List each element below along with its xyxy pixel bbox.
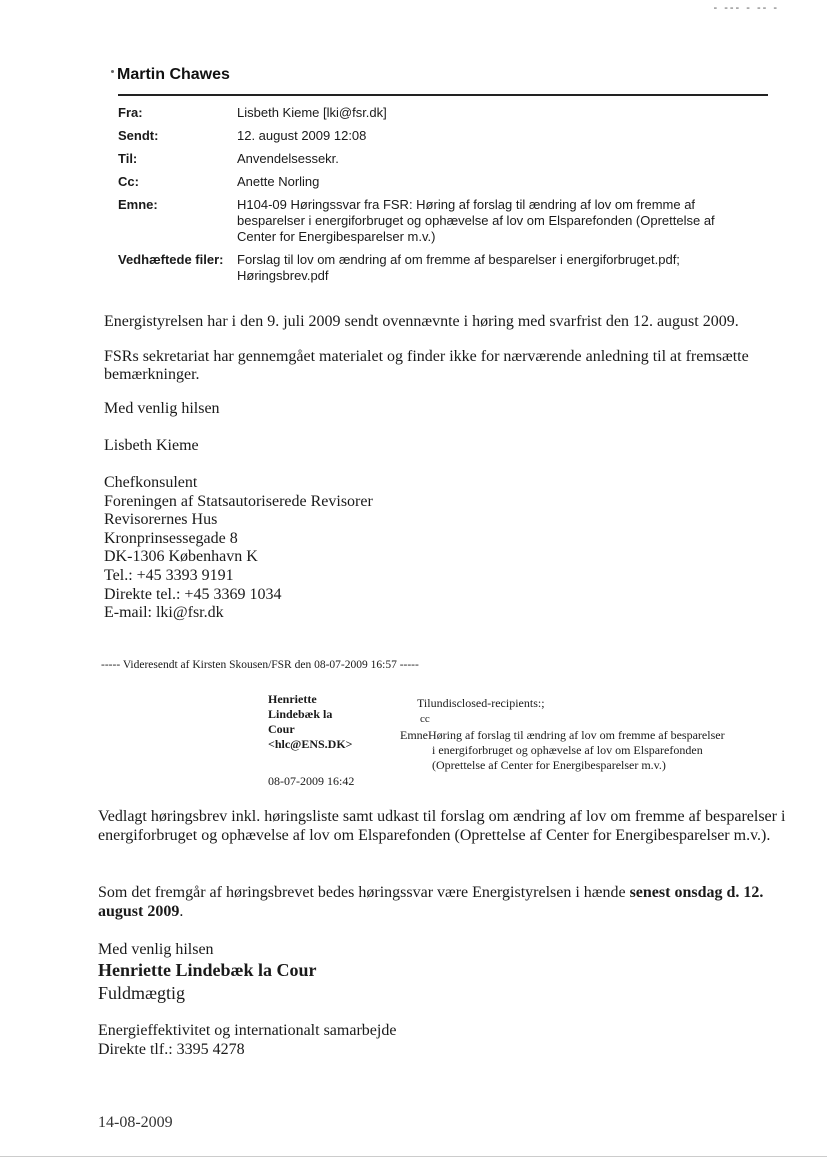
reply-signature-block xyxy=(104,474,373,623)
subject-label: Emne: xyxy=(118,197,158,212)
reply-signer-name: Lisbeth Kieme xyxy=(104,437,199,454)
attachments-value: Forslag til lov om ændring af om fremme af besparelser i energiforbruget.pdf; Høringsbrev.pdf xyxy=(237,252,680,283)
original-sender-line-1: Henriette xyxy=(268,692,317,706)
page-number-mark: - --- - -- - xyxy=(713,2,779,14)
to-value: Anvendelsessekr. xyxy=(237,151,339,166)
signature-building: Revisorernes Hus xyxy=(104,511,218,529)
original-cc-label: cc xyxy=(420,713,430,725)
cc-row xyxy=(118,174,768,190)
attachments-label: Vedhæftede filer: xyxy=(118,252,224,267)
cc-label: Cc: xyxy=(118,174,139,189)
original-paragraph-1: Vedlagt høringsbrev inkl. høringsliste samt udkast til forslag om ændring af lov om fremme af besparelser i energiforbruget og ophævelse af lov om Elsparefonden (Oprettelse af Center for Energibesparelser m.v.). xyxy=(98,808,786,844)
original-sender-line-3: Cour xyxy=(268,722,295,736)
header-rule xyxy=(118,94,768,96)
forward-separator-line: ----- Videresendt af Kirsten Skousen/FSR den 08-07-2009 16:57 ----- xyxy=(101,659,419,671)
original-paragraph-2 xyxy=(98,884,798,921)
from-row xyxy=(118,105,768,121)
original-subject-label: Emne xyxy=(400,728,428,742)
signature-street: Kronprinsessegade 8 xyxy=(104,529,238,547)
sender-name-title: Martin Chawes xyxy=(117,66,230,83)
original-signer-name: Henriette Lindebæk la Cour xyxy=(98,960,317,980)
original-subject-line-2: i energiforbruget og ophævelse af lov om Elsparefonden xyxy=(432,743,703,757)
reply-paragraph-1: Energistyrelsen har i den 9. juli 2009 sendt ovennævnte i høring med svarfrist den 12. august 2009. xyxy=(104,313,739,330)
signature-organization: Foreningen af Statsautoriserede Revisorer xyxy=(104,492,373,510)
original-deadline-bold: senest onsdag d. 12. august 2009 xyxy=(98,884,764,920)
sent-label: Sendt: xyxy=(118,128,159,143)
page-bottom-edge xyxy=(0,1156,827,1157)
sent-row xyxy=(118,128,768,144)
email-header-block xyxy=(118,105,768,291)
original-sender-email: <hlc@ENS.DK> xyxy=(268,737,353,751)
original-to-label: Til xyxy=(417,696,431,710)
subject-value: H104-09 Høringssvar fra FSR: Høring af forslag til ændring af lov om fremme af besparelser i energiforbruget og ophævelse af lov om Elsparefonden (Oprettelse af Center for Energibesparelser m.v.) xyxy=(237,197,715,244)
original-subject-block xyxy=(400,728,790,773)
original-direct-phone: Direkte tlf.: 3395 4278 xyxy=(98,1041,245,1058)
original-department: Energieffektivitet og internationalt samarbejde xyxy=(98,1022,397,1039)
original-subject-line-1 xyxy=(400,728,790,743)
original-subject-value-1: Høring af forslag til ændring af lov om fremme af besparelser xyxy=(428,728,725,742)
reply-greeting: Med venlig hilsen xyxy=(104,400,220,417)
original-greeting: Med venlig hilsen xyxy=(98,941,214,958)
from-label: Fra: xyxy=(118,105,143,120)
signature-direct-phone: Direkte tel.: +45 3369 1034 xyxy=(104,585,282,603)
original-signer-title: Fuldmægtig xyxy=(98,983,186,1003)
footer-date: 14-08-2009 xyxy=(98,1114,173,1131)
original-sender-block xyxy=(268,692,353,752)
original-sent-date: 08-07-2009 16:42 xyxy=(268,774,355,788)
subject-row xyxy=(118,197,768,245)
original-sender-line-2: Lindebæk la xyxy=(268,707,333,721)
title-bullet xyxy=(111,70,114,73)
sent-value: 12. august 2009 12:08 xyxy=(237,128,367,143)
cc-value: Anette Norling xyxy=(237,174,320,189)
signature-title: Chefkonsulent xyxy=(104,474,198,491)
reply-paragraph-2: FSRs sekretariat har gennemgået materialet og finder ikke for nærværende anledning til at fremsætte bemærkninger. xyxy=(104,348,749,383)
attachments-row xyxy=(118,252,768,284)
original-paragraph-2-text: Som det fremgår af høringsbrevet bedes høringssvar være Energistyrelsen i hænde xyxy=(98,884,630,901)
signature-email: E-mail: lki@fsr.dk xyxy=(104,604,224,622)
to-label: Til: xyxy=(118,151,138,166)
signature-city: DK-1306 København K xyxy=(104,548,258,566)
original-to-value: undisclosed-recipients:; xyxy=(430,696,545,710)
original-to-line xyxy=(417,696,545,711)
to-row xyxy=(118,151,768,167)
signature-phone: Tel.: +45 3393 9191 xyxy=(104,566,234,584)
original-subject-line-3: (Oprettelse af Center for Energibesparelser m.v.) xyxy=(432,758,666,772)
from-value: Lisbeth Kieme [lki@fsr.dk] xyxy=(237,105,387,120)
original-paragraph-2-end: . xyxy=(179,902,184,920)
